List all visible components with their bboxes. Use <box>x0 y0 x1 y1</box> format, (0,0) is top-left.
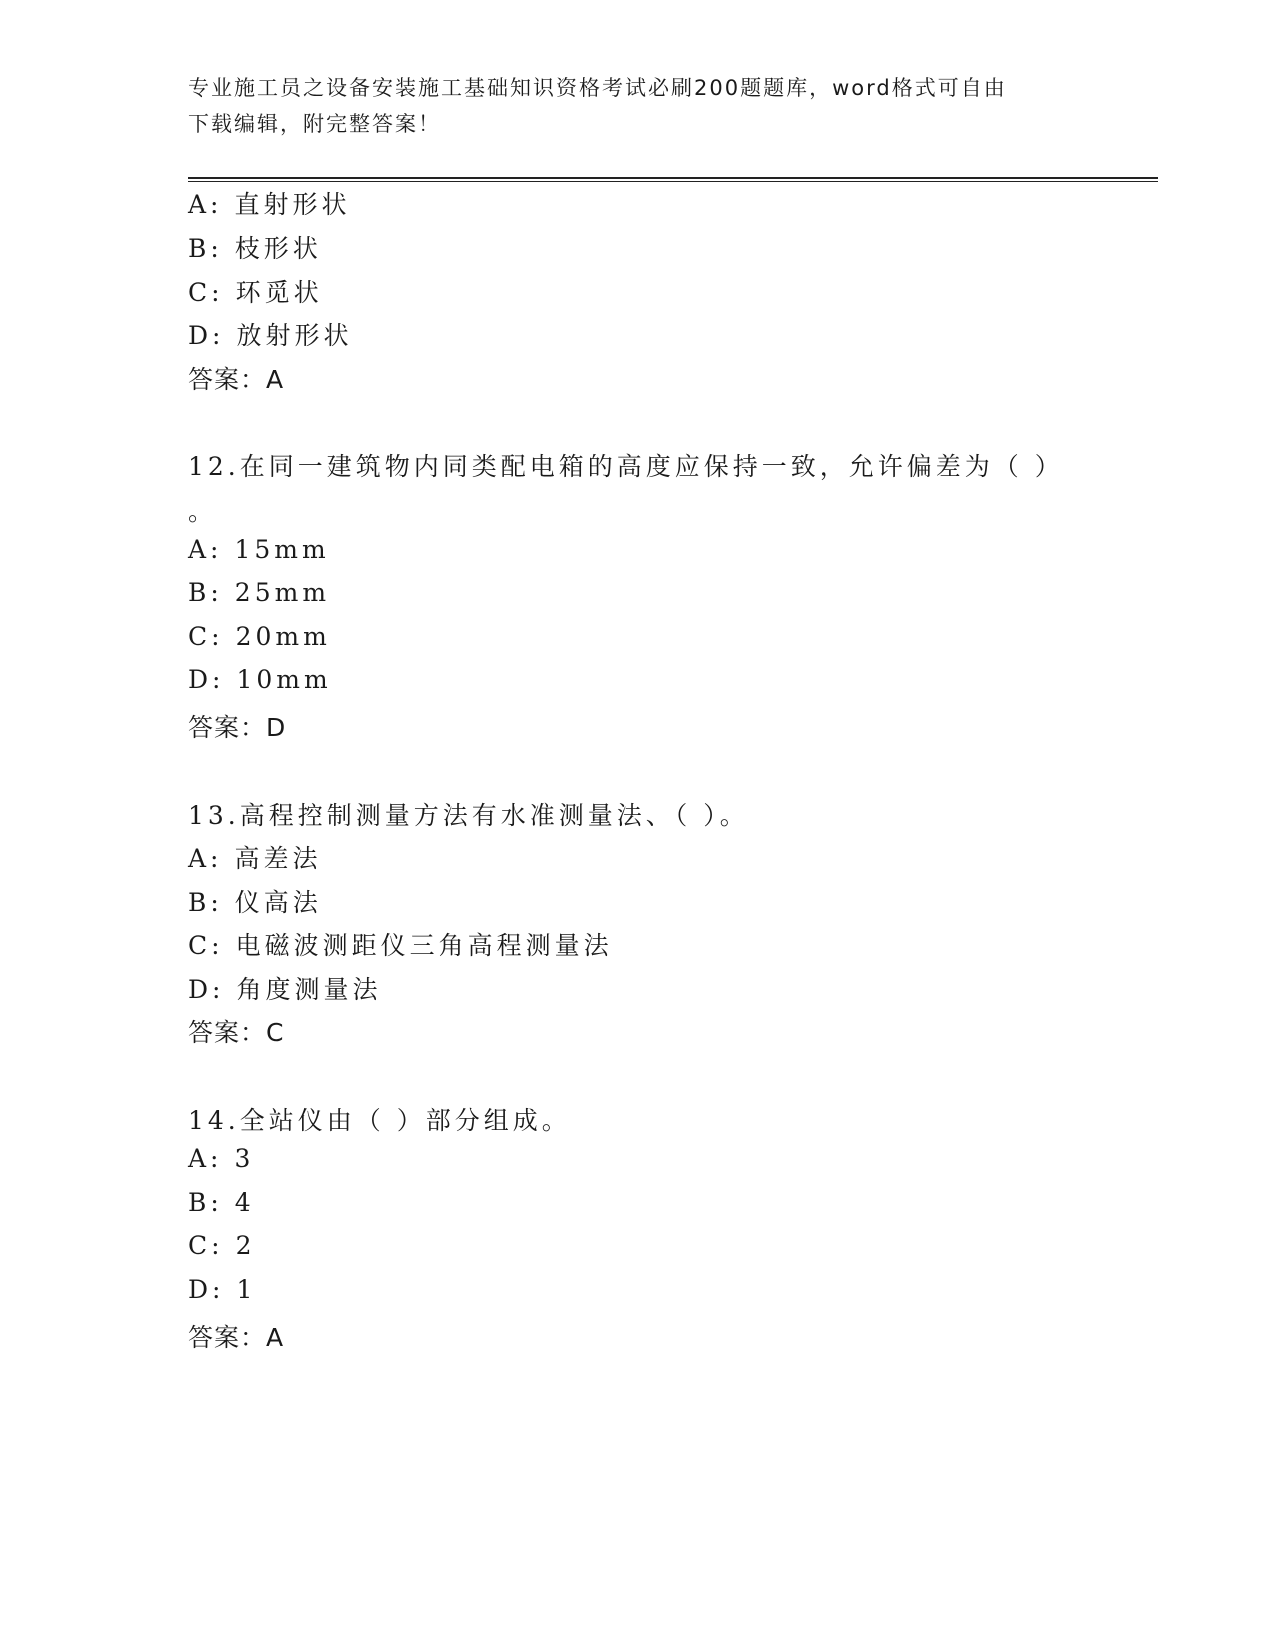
header-line-1: 专业施工员之设备安装施工基础知识资格考试必刷200题题库，word格式可自由 <box>188 76 1007 100</box>
q13-answer: 答案：C <box>188 1018 285 1047</box>
q12-option-d: D: 10mm <box>188 665 332 694</box>
q13-stem: 13.高程控制测量方法有水准测量法、（ ）。 <box>188 801 749 830</box>
q11-option-a: A: 直射形状 <box>188 190 351 219</box>
q13-option-b: B: 仪高法 <box>188 888 322 917</box>
document-header <box>188 70 1068 142</box>
q13-option-d: D: 角度测量法 <box>188 975 382 1004</box>
q14-option-a: A: 3 <box>188 1144 255 1173</box>
q11-option-c: C: 环觅状 <box>188 278 323 307</box>
q12-option-a: A: 15mm <box>188 535 330 564</box>
q14-answer: 答案：A <box>188 1323 285 1352</box>
q14-option-b: B: 4 <box>188 1188 255 1217</box>
q11-option-b: B: 枝形状 <box>188 234 322 263</box>
q12-option-c: C: 20mm <box>188 622 331 651</box>
header-line-2: 下载编辑，附完整答案！ <box>188 112 441 136</box>
header-divider <box>188 177 1158 182</box>
q12-option-b: B: 25mm <box>188 578 331 607</box>
q14-stem: 14.全站仪由（ ）部分组成。 <box>188 1106 571 1135</box>
q12-answer: 答案：D <box>188 713 287 742</box>
q12-stem-continued: 。 <box>188 497 218 526</box>
q11-option-d: D: 放射形状 <box>188 321 353 350</box>
q11-answer: 答案：A <box>188 365 285 394</box>
q14-option-c: C: 2 <box>188 1231 256 1260</box>
q13-option-c: C: 电磁波测距仪三角高程测量法 <box>188 931 613 960</box>
q12-stem: 12.在同一建筑物内同类配电箱的高度应保持一致，允许偏差为（ ） <box>188 452 1064 481</box>
q14-option-d: D: 1 <box>188 1275 257 1304</box>
q13-option-a: A: 高差法 <box>188 844 322 873</box>
